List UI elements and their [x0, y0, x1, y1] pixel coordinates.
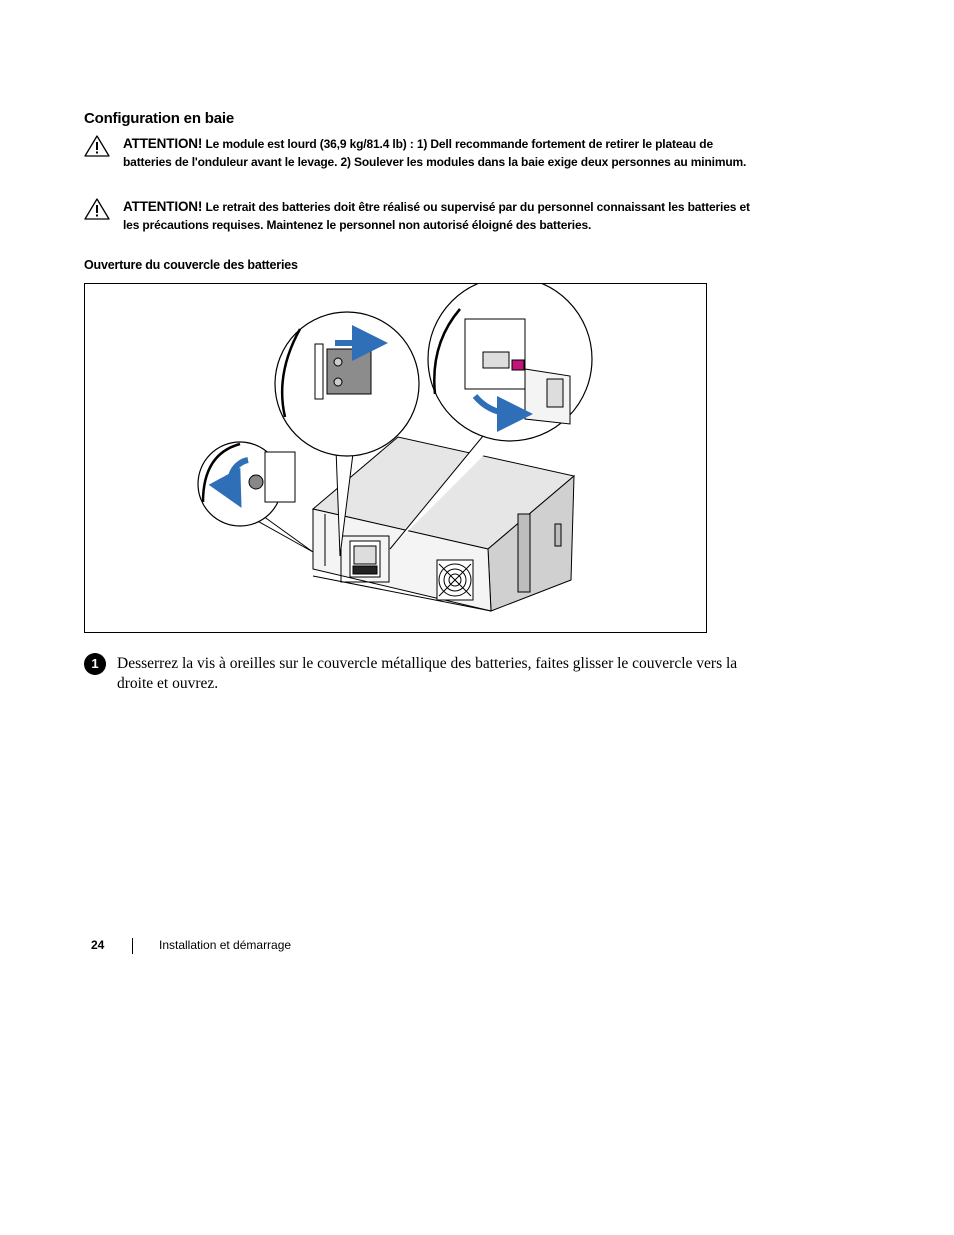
caution-text-2 — [123, 198, 763, 234]
step-number-badge: 1 — [84, 653, 106, 675]
battery-cover-illustration — [84, 283, 707, 633]
figure-caption: Ouverture du couvercle des batteries — [84, 258, 298, 272]
callout-thumbscrew — [198, 442, 313, 552]
ups-illustration-svg — [85, 284, 708, 634]
caution-label: ATTENTION! — [123, 136, 203, 151]
section-title: Configuration en baie — [84, 110, 234, 127]
warning-triangle-icon — [84, 135, 110, 157]
caution-text-1 — [123, 135, 763, 171]
caution-label: ATTENTION! — [123, 199, 203, 214]
warning-triangle-icon — [84, 198, 110, 220]
page-number: 24 — [91, 938, 105, 952]
step-text: Desserrez la vis à oreilles sur le couvercle métallique des batteries, faites glisser le couvercle vers la droite et ouvrez. — [117, 655, 738, 692]
caution-body: Le module est lourd (36,9 kg/81.4 lb) : 1) Dell recommande fortement de retirer le plateau de batteries de l'onduleur avant le levage. 2) Soulever les modules dans la baie exige deux personnes au minimum. — [123, 137, 747, 169]
footer-separator — [132, 938, 133, 954]
chapter-title: Installation et démarrage — [159, 938, 292, 952]
caution-body: Le retrait des batteries doit être réalisé ou supervisé par du personnel connaissant les batteries et les précautions requises. Maintenez le personnel non autorisé éloigné des batteries. — [123, 200, 750, 232]
fan-grill-icon — [437, 560, 473, 600]
